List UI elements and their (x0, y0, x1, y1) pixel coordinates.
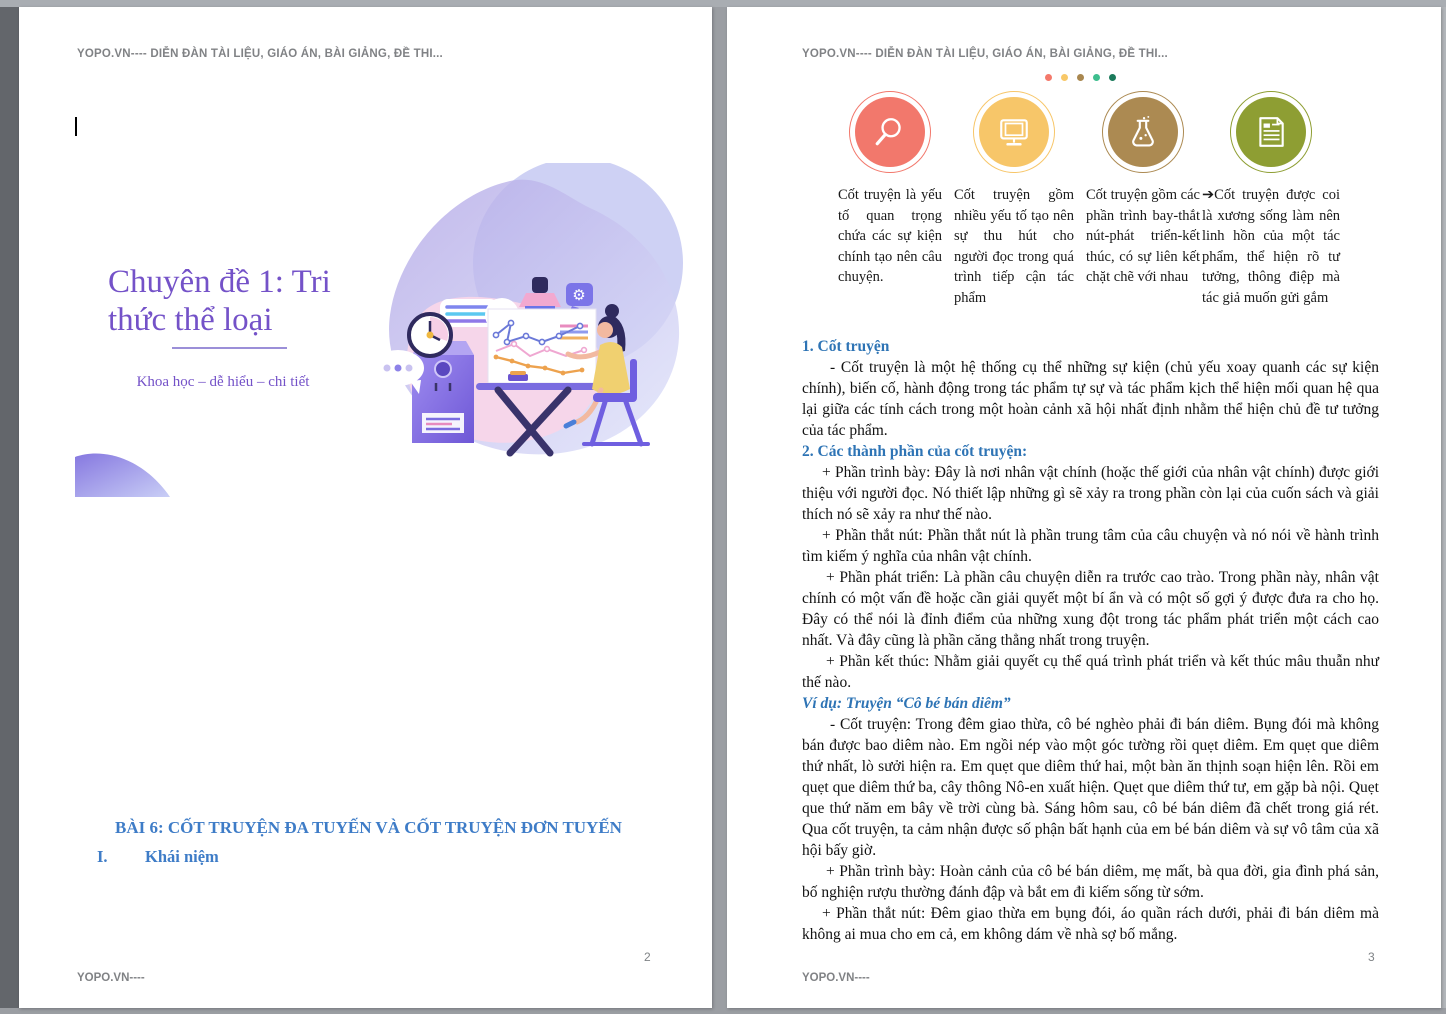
feature-plot-definition (838, 91, 942, 288)
feature-plot-backbone (1202, 91, 1340, 308)
page-footer: YOPO.VN---- (802, 972, 870, 984)
paragraph[interactable]: + Phần phát triển: Là phần câu chuyện diễn ra trước cao trào. Trong phần này, nhân vật chính có một vấn đề hoặc cần giải quyết một bí ẩn và có một số gợi ý được đưa ra cho họ. Đây có thể nói là đỉnh điểm của những xung đột trong tác phẩm phát triển một cách cao nhất. Và đây cũng là phần căng thẳng nhất trong truyện. (802, 569, 1379, 649)
purple-corner-shape (75, 450, 170, 497)
whiteboard (488, 309, 596, 383)
monitor-icon (997, 115, 1031, 149)
page-gap (712, 7, 727, 1008)
cover-illustration (360, 163, 690, 463)
paragraph[interactable]: + Phần thắt nút: Phần thắt nút là phần trung tâm của câu chuyện và nó nói về hành trình tìm kiếm ý nghĩa của nhân vật chính. (802, 527, 1379, 565)
section-heading[interactable] (97, 847, 219, 867)
paragraph[interactable]: + Phần thắt nút: Đêm giao thừa em bụng đói, áo quần rách dưới, phải đi bán diêm mà không ai mua cho em cả, em không dám về nhà sợ bố mắng. (802, 905, 1379, 943)
lamp (532, 277, 548, 293)
document-page-2[interactable] (19, 7, 712, 1008)
heading-plot-parts[interactable]: 2. Các thành phần của cốt truyện: (802, 443, 1028, 460)
flask-icon (1126, 115, 1160, 149)
text-cursor (75, 117, 77, 136)
body-text[interactable] (802, 336, 1379, 945)
page-header: YOPO.VN---- DIỄN ĐÀN TÀI LIỆU, GIÁO ÁN, BÀI GIẢNG, ĐỀ THI... (802, 48, 1168, 60)
heading-example[interactable]: Ví dụ: Truyện “Cô bé bán diêm” (802, 695, 1011, 712)
magnifier-icon (873, 115, 907, 149)
cover-title[interactable] (108, 263, 358, 401)
paragraph[interactable]: + Phần trình bày: Hoàn cảnh của cô bé bán diêm, mẹ mất, bà qua đời, gia đình phá sản, bố nghiện rượu thường đánh đập và bắt em đi kiếm sống từ sớm. (802, 863, 1379, 901)
title-underline (172, 347, 287, 349)
cover-title-line2: thức thể loại (108, 302, 273, 338)
section-numeral: I. (97, 847, 108, 866)
dot-coral (1045, 74, 1052, 81)
gear-icon: ⚙ (572, 286, 586, 304)
canvas-top-strip (0, 0, 1446, 7)
feature-text: Cốt truyện gồm các phần trình bay-thắt nút-phát triển-kết thúc, có sự liên kết chặt chẽ với nhau (1086, 187, 1200, 285)
section-label: Khái niệm (145, 847, 219, 866)
color-dots (1045, 68, 1121, 86)
feature-text: ➔Cốt truyện được coi là xương sống làm nên linh hồn của một tác phẩm, thể hiện rõ tư tưởng, thông điệp mà tác giả muốn gửi gắm (1202, 187, 1340, 306)
canvas-left-strip (0, 7, 19, 1014)
lesson-heading[interactable]: BÀI 6: CỐT TRUYỆN ĐA TUYẾN VÀ CỐT TRUYỆN ĐƠN TUYẾN (115, 818, 622, 837)
dot-brown (1077, 74, 1084, 81)
paragraph[interactable]: - Cốt truyện: Trong đêm giao thừa, cô bé nghèo phải đi bán diêm. Bụng đói mà không bán được bao diêm nào. Em ngồi nép vào một góc tường rồi quẹt diêm. Em quẹt que diêm thứ nhất, lò sưởi hiện ra. Em quẹt que diêm thứ hai, một bàn ăn thịnh soạn hiện lên. Rồi em quẹt que diêm thứ ba, cây thông Nô-en xuất hiện. Quẹt que diêm thứ tư, em gặp bà nội. Quẹt que thứ năm em bây về trời cùng bà. Sáng hôm sau, cô bé bán diêm đã chết trong giá rét. Qua cốt truyện, ta cảm nhận được số phận bất hạnh của em bé bán diêm và sự vô tâm của xã hội bấy giờ. (802, 716, 1379, 859)
document-page-3[interactable] (727, 7, 1441, 1008)
feature-plot-appeal (954, 91, 1074, 308)
paragraph[interactable]: + Phần trình bày: Đây là nơi nhân vật chính (hoặc thế giới của nhân vật chính) được giới thiệu với người đọc. Nó thiết lập những gì sẽ xảy ra trong phần còn lại của cuốn sách và giải thích nó sẽ xảy ra như thế nào. (802, 464, 1379, 523)
feature-plot-parts (1086, 91, 1200, 288)
chair (593, 393, 637, 402)
page-number: 3 (1368, 950, 1375, 964)
page-header: YOPO.VN---- DIỄN ĐÀN TÀI LIỆU, GIÁO ÁN, BÀI GIẢNG, ĐỀ THI... (77, 48, 443, 60)
cover-subtitle: Khoa học – dễ hiểu – chi tiết (136, 374, 310, 390)
dot-green (1093, 74, 1100, 81)
page-footer: YOPO.VN---- (77, 972, 145, 984)
feature-text: Cốt truyện gồm nhiều yếu tố tạo nên sự thu hút cho người đọc trong quá trình tiếp cận tác phẩm (954, 187, 1074, 306)
person-face (597, 322, 613, 338)
paragraph[interactable]: - Cốt truyện là một hệ thống cụ thể những sự kiện (chủ yếu xoay quanh các sự kiện chính), biến cố, hành động trong tác phẩm tự sự và tác phẩm kịch thể hiện mối quan hệ qua lại giữa các tính cách trong một hoàn cảnh xã hội nhất định nhằm thể hiện chủ đề tư tưởng của tác phẩm. (802, 359, 1379, 439)
page-number: 2 (644, 950, 651, 964)
dot-yellow (1061, 74, 1068, 81)
heading-plot[interactable]: 1. Cốt truyện (802, 338, 890, 355)
dot-teal (1109, 74, 1116, 81)
document-icon (1254, 115, 1288, 149)
canvas-right-strip (1441, 7, 1446, 1008)
canvas-bottom-strip (0, 1008, 1446, 1014)
paragraph[interactable]: + Phần kết thúc: Nhằm giải quyết cụ thể quá trình phát triển và kết thúc mâu thuẫn như thế nào. (802, 653, 1379, 691)
feature-text: Cốt truyện là yếu tố quan trọng chứa các sự kiện chính tạo nên câu chuyện. (838, 187, 942, 285)
cover-title-line1: Chuyên đề 1: Tri (108, 264, 331, 300)
